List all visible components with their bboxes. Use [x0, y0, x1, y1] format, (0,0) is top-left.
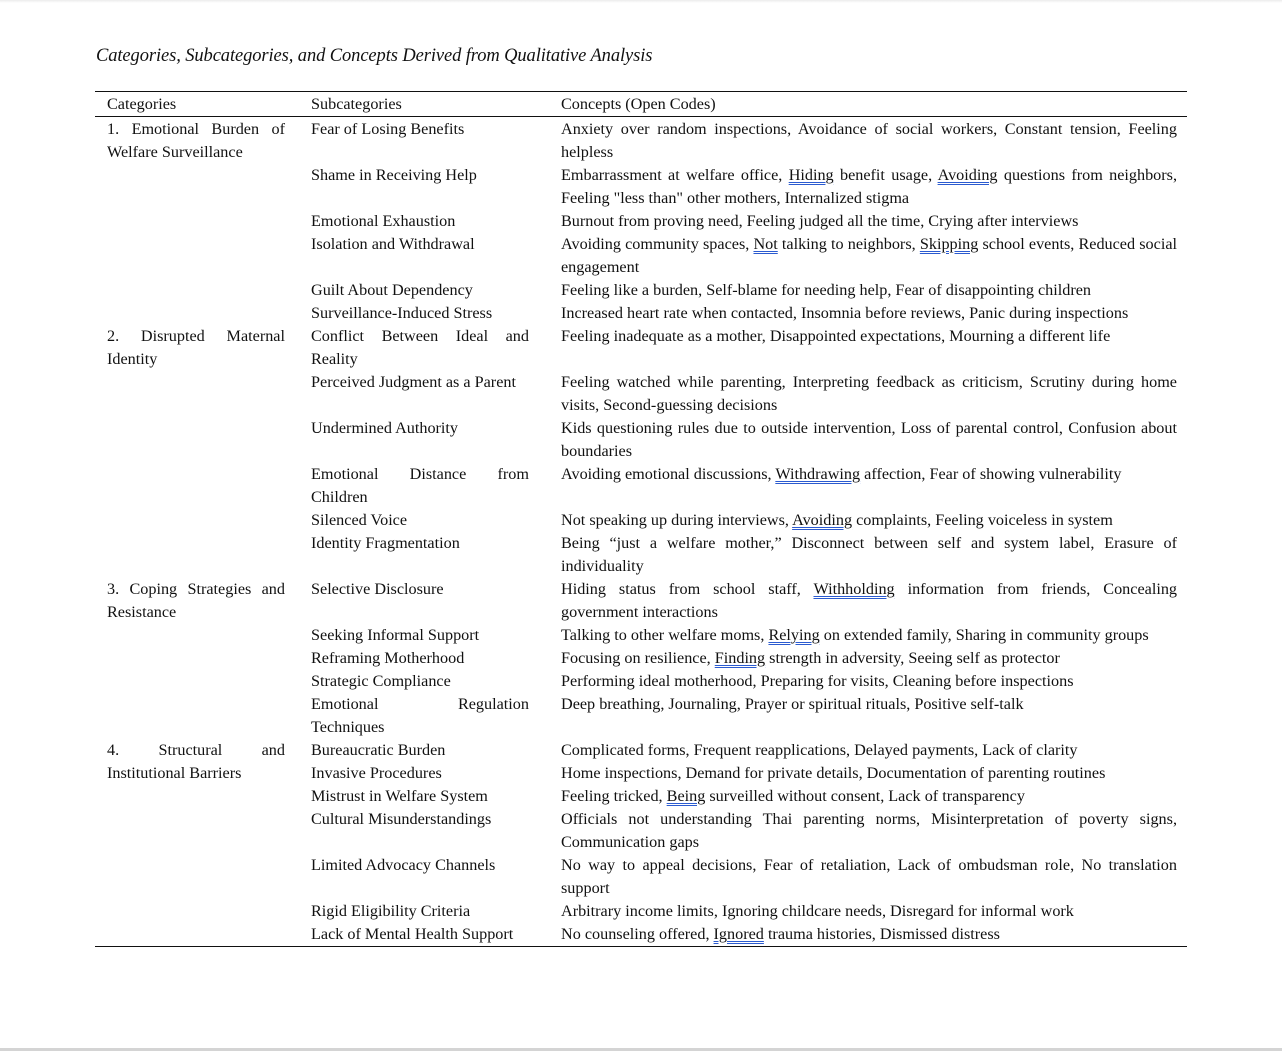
concepts-cell [549, 302, 1187, 325]
concept-text: Avoiding emotional discussions, [561, 465, 776, 483]
concepts-cell [549, 164, 1187, 210]
grammar-flagged-word[interactable]: Withdrawing [775, 465, 861, 483]
concept-text: talking to neighbors, [777, 235, 920, 253]
concepts-cell [549, 670, 1187, 693]
subcategory-cell: Reframing Motherhood [311, 649, 465, 667]
table-row [95, 117, 1187, 165]
subcategory-cell: Shame in Receiving Help [311, 166, 477, 184]
concepts-cell [549, 923, 1187, 947]
grammar-flagged-word[interactable]: Not [753, 235, 778, 253]
subcategory-cell: Lack of Mental Health Support [311, 925, 514, 943]
header-subcategories: Subcategories [299, 92, 549, 117]
concepts-cell [549, 808, 1187, 854]
grammar-flagged-word[interactable]: Ignored [713, 925, 764, 943]
concepts-cell [549, 647, 1187, 670]
subcategory-cell: Cultural Misunderstandings [311, 810, 492, 828]
subcategory-cell: Limited Advocacy Channels [311, 856, 496, 874]
table-row [95, 325, 1187, 371]
concept-text: Not speaking up during interviews, [561, 511, 793, 529]
concepts-cell [549, 371, 1187, 417]
concepts-cell [549, 210, 1187, 233]
concept-text: information from friends, Concealing government interactions [561, 580, 1178, 621]
concept-text: Being “just a welfare mother,” Disconnect between self and system label, Erasure of individuality [561, 534, 1177, 575]
concept-text: surveilled without consent, Lack of transparency [705, 787, 1025, 805]
subcategory-cell: Bureaucratic Burden [311, 741, 446, 759]
concept-text: on extended family, Sharing in community groups [819, 626, 1149, 644]
subcategory-cell: Surveillance-Induced Stress [311, 304, 493, 322]
categories-table [95, 91, 1187, 947]
category-cell: 2. Disrupted Maternal Identity [107, 327, 285, 368]
concept-text: affection, Fear of showing vulnerability [860, 465, 1122, 483]
subcategory-cell: Conflict Between Ideal and Reality [311, 327, 529, 368]
subcategory-cell: Strategic Compliance [311, 672, 451, 690]
concepts-cell [549, 325, 1187, 371]
grammar-flagged-word[interactable]: Finding [714, 649, 766, 667]
subcategory-cell: Emotional Regulation Techniques [311, 695, 529, 736]
concept-text: Feeling like a burden, Self-blame for needing help, Fear of disappointing children [561, 281, 1091, 299]
concept-text: Feeling watched while parenting, Interpreting feedback as criticism, Scrutiny during home visits, Second-guessing decisions [561, 373, 1177, 414]
table-row [95, 739, 1187, 762]
concept-text: No way to appeal decisions, Fear of retaliation, Lack of ombudsman role, No translation support [561, 856, 1177, 897]
subcategory-cell: Rigid Eligibility Criteria [311, 902, 471, 920]
concepts-cell [549, 854, 1187, 900]
concepts-cell [549, 117, 1187, 165]
concepts-cell [549, 624, 1187, 647]
category-cell: 3. Coping Strategies and Resistance [107, 580, 285, 621]
subcategory-cell: Fear of Losing Benefits [311, 120, 465, 138]
subcategory-cell: Silenced Voice [311, 511, 408, 529]
category-cell: 4. Structural and Institutional Barriers [107, 741, 285, 782]
concept-text: Arbitrary income limits, Ignoring childcare needs, Disregard for informal work [561, 902, 1074, 920]
header-categories: Categories [95, 92, 299, 117]
concept-text: Officials not understanding Thai parenting norms, Misinterpretation of poverty signs, Communication gaps [561, 810, 1177, 851]
concepts-cell [549, 233, 1187, 279]
grammar-flagged-word[interactable]: Hiding [788, 166, 834, 184]
concepts-cell [549, 532, 1187, 578]
concepts-cell [549, 463, 1187, 509]
concept-text: Feeling tricked, [561, 787, 667, 805]
concept-text: school events, Reduced social engagement [561, 235, 1178, 276]
concept-text: Home inspections, Demand for private details, Documentation of parenting routines [561, 764, 1106, 782]
concept-text: questions from neighbors, Feeling "less than" other mothers, Internalized stigma [561, 166, 1177, 207]
concepts-cell [549, 417, 1187, 463]
concept-text: trauma histories, Dismissed distress [763, 925, 1000, 943]
concept-text: Anxiety over random inspections, Avoidance of social workers, Constant tension, Feeling helpless [561, 120, 1177, 161]
subcategory-cell: Isolation and Withdrawal [311, 235, 475, 253]
concept-text: Avoiding community spaces, [561, 235, 754, 253]
concept-text: Talking to other welfare moms, [561, 626, 769, 644]
grammar-flagged-word[interactable]: Withholding [813, 580, 895, 598]
page-top-shadow [0, 0, 1282, 3]
concept-text: Increased heart rate when contacted, Insomnia before reviews, Panic during inspections [561, 304, 1129, 322]
concept-text: complaints, Feeling voiceless in system [852, 511, 1113, 529]
concept-text: Performing ideal motherhood, Preparing for visits, Cleaning before inspections [561, 672, 1074, 690]
subcategory-cell: Guilt About Dependency [311, 281, 473, 299]
concepts-cell [549, 578, 1187, 624]
concepts-cell [549, 900, 1187, 923]
table-body [95, 117, 1187, 947]
subcategory-cell: Mistrust in Welfare System [311, 787, 488, 805]
concepts-cell [549, 693, 1187, 739]
subcategory-cell: Emotional Exhaustion [311, 212, 456, 230]
subcategory-cell: Emotional Distance from Children [311, 465, 529, 506]
concepts-cell [549, 509, 1187, 532]
concepts-cell [549, 785, 1187, 808]
table-caption: Categories, Subcategories, and Concepts Derived from Qualitative Analysis [96, 46, 653, 66]
category-cell: 1. Emotional Burden of Welfare Surveillance [107, 120, 285, 161]
concepts-cell [549, 279, 1187, 302]
grammar-flagged-word[interactable]: Skipping [919, 235, 979, 253]
concept-text: Focusing on resilience, [561, 649, 715, 667]
concepts-cell [549, 739, 1187, 762]
subcategory-cell: Seeking Informal Support [311, 626, 480, 644]
subcategory-cell: Invasive Procedures [311, 764, 442, 782]
concept-text: Complicated forms, Frequent reapplications, Delayed payments, Lack of clarity [561, 741, 1078, 759]
concept-text: benefit usage, [833, 166, 938, 184]
header-row [95, 92, 1187, 117]
subcategory-cell: Perceived Judgment as a Parent [311, 373, 516, 391]
concept-text: Deep breathing, Journaling, Prayer or spiritual rituals, Positive self-talk [561, 695, 1024, 713]
concept-text: Hiding status from school staff, [561, 580, 814, 598]
concept-text: strength in adversity, Seeing self as protector [765, 649, 1060, 667]
concept-text: Feeling inadequate as a mother, Disappointed expectations, Mourning a different life [561, 327, 1111, 345]
subcategory-cell: Selective Disclosure [311, 580, 444, 598]
header-concepts: Concepts (Open Codes) [549, 92, 1187, 117]
concept-text: No counseling offered, [561, 925, 714, 943]
grammar-flagged-word[interactable]: Relying [768, 626, 820, 644]
grammar-flagged-word[interactable]: Avoiding [937, 166, 998, 184]
concept-text: Burnout from proving need, Feeling judged all the time, Crying after interviews [561, 212, 1079, 230]
subcategory-cell: Identity Fragmentation [311, 534, 460, 552]
grammar-flagged-word[interactable]: Being [666, 787, 706, 805]
concept-text: Embarrassment at welfare office, [561, 166, 789, 184]
table-header [95, 92, 1187, 117]
concept-text: Kids questioning rules due to outside intervention, Loss of parental control, Confusion about boundaries [561, 419, 1177, 460]
concepts-cell [549, 762, 1187, 785]
subcategory-cell: Undermined Authority [311, 419, 459, 437]
table-row [95, 578, 1187, 624]
grammar-flagged-word[interactable]: Avoiding [792, 511, 853, 529]
